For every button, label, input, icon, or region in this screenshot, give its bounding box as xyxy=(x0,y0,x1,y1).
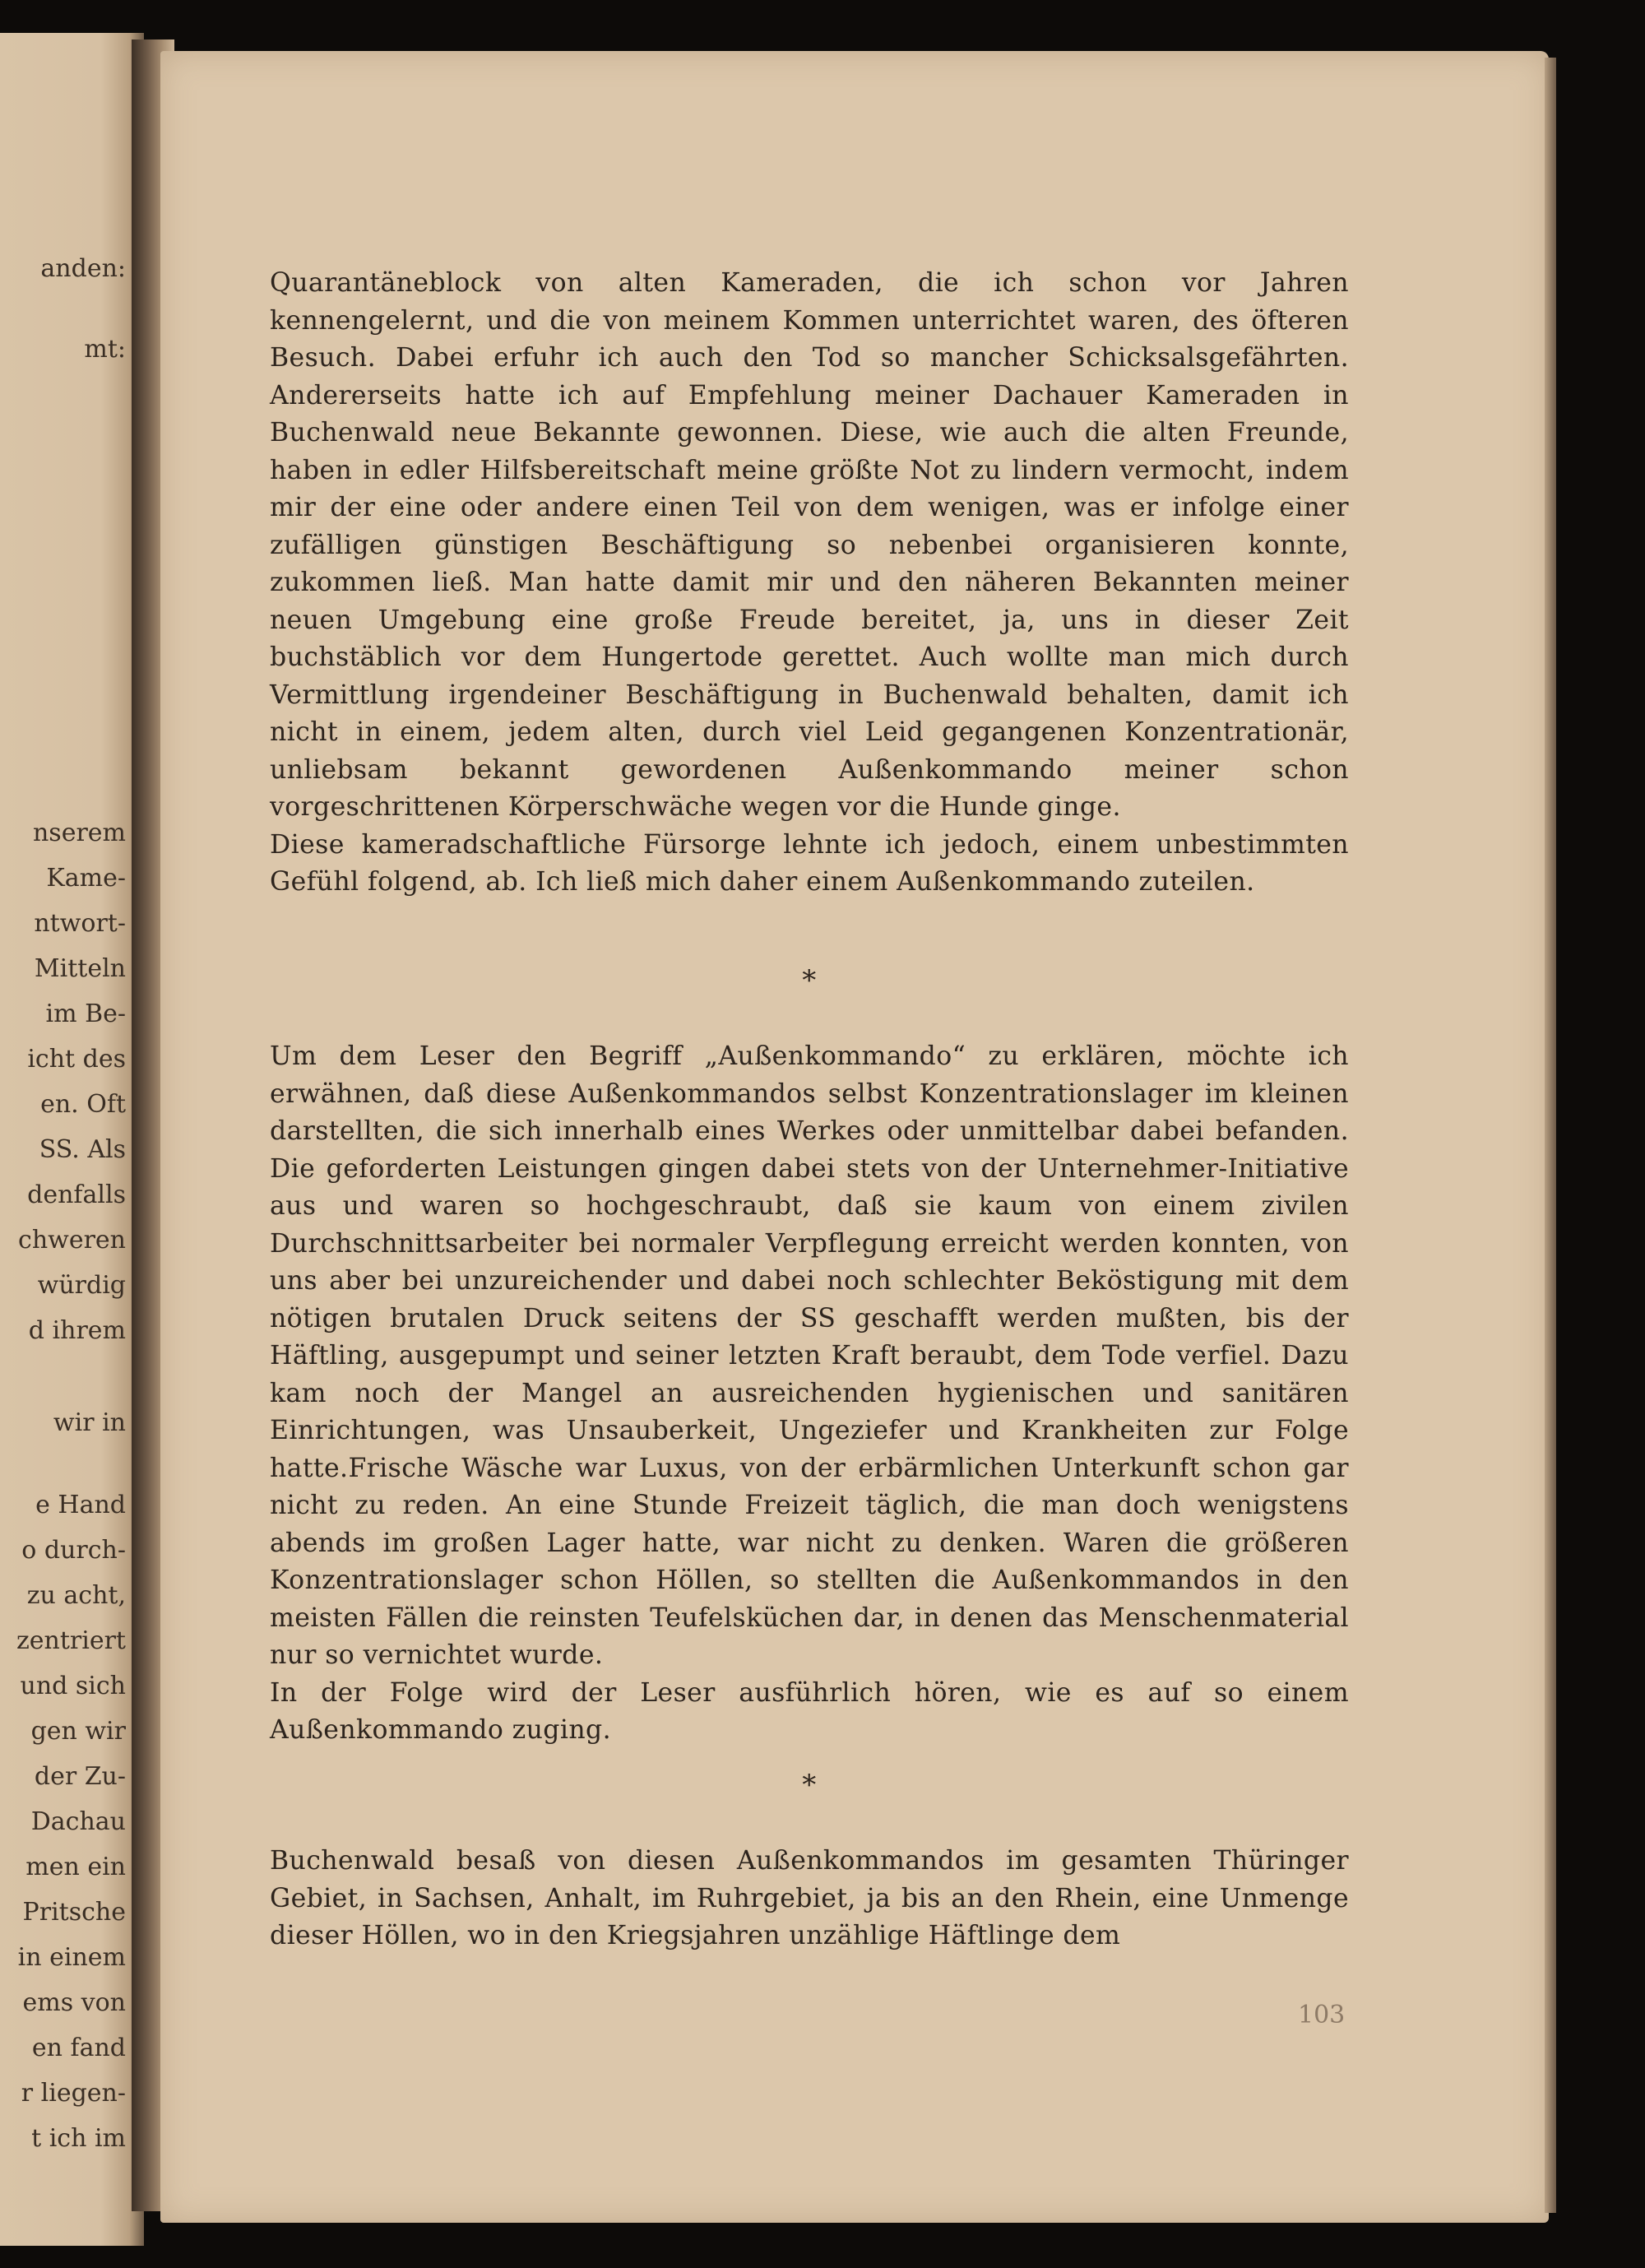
left-fragment: gen wir xyxy=(30,1717,126,1746)
left-fragment: denfalls xyxy=(27,1180,126,1209)
left-fragment: r liegen- xyxy=(21,2079,126,2108)
left-fragment: o durch- xyxy=(21,1536,126,1565)
left-fragment: in einem xyxy=(17,1943,126,1972)
left-fragment: wir in xyxy=(53,1408,126,1437)
left-fragment: SS. Als xyxy=(39,1135,126,1164)
page-edge-shadow xyxy=(1545,58,1556,2213)
paragraph: Diese kameradschaftliche Fürsorge lehnte ich jedoch, einem unbestimmten Gefühl folgend, ab. Ich ließ mich daher einem Außenkommando zuteilen. xyxy=(270,829,1349,897)
left-fragment: der Zu- xyxy=(34,1762,126,1791)
left-fragment: d ihrem xyxy=(28,1316,126,1345)
left-fragment: und sich xyxy=(20,1672,126,1700)
left-fragment: ntwort- xyxy=(34,909,126,938)
left-fragment: en. Oft xyxy=(40,1090,126,1119)
paragraph: Um dem Leser den Begriff „Außenkommando“ zu erklären, möchte ich erwähnen, daß diese Außenkommandos selbst Konzentrationslager im kleinen darstellten, die sich innerhalb eines Werkes oder unmittelbar dabei befanden. Die geforderten Leistungen gingen dabei stets von der Unternehmer-Initiative aus und waren so hochgeschraubt, daß sie kaum von einem zivilen Durchschnittsarbeiter bei normaler Verpflegung erreicht werden konnten, von uns aber bei unzureichender und dabei noch schlechter Beköstigung mit dem nötigen brutalen Druck seitens der SS geschafft werden mußten, bis der Häftling, ausgepumpt und seiner letzten Kraft beraubt, dem Tode verfiel. Dazu kam noch der Mangel an ausreichenden hygienischen und sanitären Einrichtungen, was Unsauberkeit, Ungeziefer und Krankheiten zur Folge hatte.Frische Wäsche war Luxus, von der erbärmlichen Unterkunft schon gar nicht zu reden. An eine Stunde Freizeit täglich, die man doch wenigstens abends im großen Lager hatte, war nicht zu denken. Waren die größeren Konzentrationslager schon Höllen, so stellten die Außenkommandos in den meisten Fällen die reinsten Teufelsküchen dar, in denen das Menschenmaterial nur so vernichtet wurde. xyxy=(270,1041,1349,1670)
left-fragment: Pritsche xyxy=(22,1898,126,1927)
paragraph-group-3 xyxy=(270,1843,1349,1955)
section-divider: * xyxy=(802,1769,817,1802)
left-fragment: würdig xyxy=(37,1271,126,1300)
left-fragment: Dachau xyxy=(30,1807,126,1836)
left-page-edge xyxy=(0,33,144,2246)
left-fragment: Mitteln xyxy=(34,954,126,983)
left-fragment: mt: xyxy=(84,335,126,364)
paragraph: In der Folge wird der Leser ausführlich hören, wie es auf so einem Außenkommando zuging. xyxy=(270,1677,1349,1745)
paragraph-group-2 xyxy=(270,1038,1349,1750)
left-fragment: ems von xyxy=(22,1988,126,2017)
left-fragment: en fand xyxy=(31,2034,126,2062)
left-fragment: e Hand xyxy=(35,1491,126,1519)
left-fragment: icht des xyxy=(27,1045,126,1074)
left-fragment: Kame- xyxy=(46,864,126,893)
paragraph: Buchenwald besaß von diesen Außenkommandos im gesamten Thüringer Gebiet, in Sachsen, Anhalt, im Ruhrgebiet, ja bis an den Rhein, eine Unmenge dieser Höllen, wo in den Kriegsjahren unzählige Häftlinge dem xyxy=(270,1846,1349,1950)
left-fragment: men ein xyxy=(25,1853,126,1881)
left-fragment: t ich im xyxy=(31,2124,126,2153)
paragraph: Quarantäneblock von alten Kameraden, die ich schon vor Jahren kennengelernt, und die von meinem Kommen unterrichtet waren, des öfteren Besuch. Dabei erfuhr ich auch den Tod so mancher Schicksalsgefährten. Andererseits hatte ich auf Empfehlung meiner Dachauer Kameraden in Buchenwald neue Bekannte gewonnen. Diese, wie auch die alten Freunde, haben in edler Hilfsbereitschaft meine größte Not zu lindern vermocht, indem mir der eine oder andere einen Teil von dem wenigen, was er infolge einer zufälligen günstigen Beschäftigung so nebenbei organisieren konnte, zukommen ließ. Man hatte damit mir und den näheren Bekannten meiner neuen Umgebung eine große Freude bereitet, ja, uns in dieser Zeit buchstäblich vor dem Hungertode gerettet. Auch wollte man mich durch Vermittlung irgendeiner Beschäftigung in Buchenwald behalten, damit ich nicht in einem, jedem alten, durch viel Leid gegangenen Konzentrationär, unliebsam bekannt gewordenen Außenkommando meiner schon vorgeschrittenen Körperschwäche wegen vor die Hunde ginge. xyxy=(270,268,1349,822)
left-fragment: zentriert xyxy=(16,1626,126,1655)
left-fragment: im Be- xyxy=(45,999,126,1028)
left-fragment: anden: xyxy=(40,254,126,283)
section-divider: * xyxy=(802,964,817,997)
left-fragment: zu acht, xyxy=(26,1581,126,1610)
paragraph-group-1 xyxy=(270,265,1349,902)
left-fragment: nserem xyxy=(32,819,126,847)
left-fragment: chweren xyxy=(18,1226,126,1255)
page-number: 103 xyxy=(1298,2001,1346,2029)
